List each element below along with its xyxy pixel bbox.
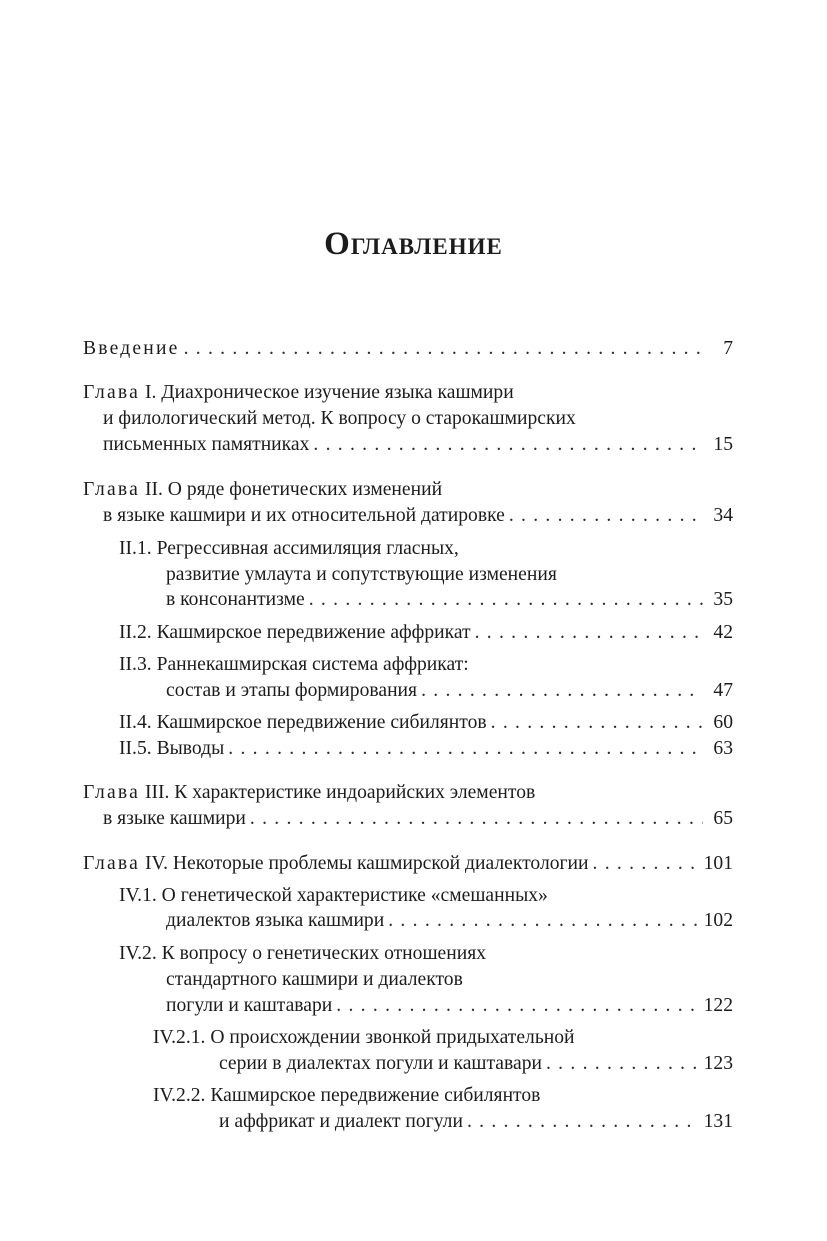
toc-chapter-1-line-3[interactable] <box>103 432 733 458</box>
toc-entry-label: К вопросу о генетических отношениях <box>161 943 487 964</box>
toc-section-2-2[interactable] <box>119 620 733 646</box>
toc-section-4-2-line-3[interactable] <box>166 993 733 1019</box>
dot-leader <box>309 587 703 613</box>
toc-entry-label: в языке кашмири <box>103 808 246 829</box>
toc-entry-label: II. О ряде фонетических изменений <box>144 479 443 500</box>
section-number: IV.1. <box>119 885 157 906</box>
toc-chapter-1-line-2 <box>103 406 733 432</box>
toc-section-2-3-line-2[interactable] <box>166 678 733 704</box>
dot-leader <box>475 620 703 646</box>
toc-entry-label: серии в диалектах погули и каштавари <box>219 1053 542 1074</box>
chapter-word: Глава <box>83 479 141 500</box>
toc-entry-label: I. Диахроническое изучение языка кашмири <box>144 382 514 403</box>
toc-chapter-2-line-2[interactable] <box>103 503 733 529</box>
page-number: 101 <box>703 853 733 874</box>
dot-leader <box>593 851 698 877</box>
toc-entry-label: О генетической характеристике «смешанных» <box>161 885 548 906</box>
page-title: Оглавление <box>324 226 503 262</box>
toc-section-2-4[interactable] <box>119 710 733 736</box>
dot-leader <box>184 336 703 362</box>
page-number: 63 <box>713 738 733 759</box>
toc-subsection-4-2-2-line-1[interactable] <box>153 1083 733 1109</box>
toc-entry-label: состав и этапы формирования <box>166 680 418 701</box>
toc-subsection-4-2-2-line-2[interactable] <box>219 1109 733 1135</box>
dot-leader <box>546 1051 698 1077</box>
dot-leader <box>388 908 697 934</box>
section-number: II.4. <box>119 712 152 733</box>
toc-section-4-2-line-1[interactable] <box>119 941 733 967</box>
toc-chapter-3-line-1[interactable] <box>83 780 733 806</box>
toc-entry-label: IV. Некоторые проблемы кашмирской диалектологии <box>144 853 589 874</box>
toc-entry-label: диалектов языка кашмири <box>166 910 385 931</box>
toc-subsection-4-2-1-line-1[interactable] <box>153 1025 733 1051</box>
page-number: 7 <box>723 338 733 359</box>
section-number: II.3. <box>119 654 152 675</box>
toc-section-2-1-line-1[interactable] <box>119 536 733 562</box>
toc-chapter-3-line-2[interactable] <box>103 806 733 832</box>
toc-subsection-4-2-1-line-2[interactable] <box>219 1051 733 1077</box>
toc-section-4-2-line-2 <box>166 967 733 993</box>
toc-section-4-1-line-2[interactable] <box>166 908 733 934</box>
toc-chapter-4[interactable] <box>83 851 733 877</box>
page-number: 15 <box>713 434 733 455</box>
toc-entry-label: Введение <box>83 338 180 359</box>
toc-chapter-1-line-1[interactable] <box>83 380 733 406</box>
toc-entry-label: Кашмирское передвижение сибилянтов <box>156 712 487 733</box>
toc-section-2-1-line-3[interactable] <box>166 587 733 613</box>
page-number: 42 <box>713 622 733 643</box>
chapter-word: Глава <box>83 382 141 403</box>
toc-entry-label: погули и каштавари <box>166 995 333 1016</box>
page-number: 47 <box>713 680 733 701</box>
dot-leader <box>509 503 703 529</box>
page-number: 34 <box>713 505 733 526</box>
dot-leader <box>313 432 703 458</box>
dot-leader <box>421 678 703 704</box>
section-number: IV.2. <box>119 943 157 964</box>
dot-leader <box>250 806 703 832</box>
toc-entry-label: Раннекашмирская система аффрикат: <box>156 654 469 675</box>
toc-entry-label: и филологический метод. К вопросу о старокашмирских <box>103 408 576 429</box>
toc-entry-intro[interactable] <box>83 336 733 362</box>
page-number: 35 <box>713 589 733 610</box>
dot-leader <box>228 736 703 762</box>
toc-entry-label: стандартного кашмири и диалектов <box>166 969 463 990</box>
toc-section-4-1-line-1[interactable] <box>119 883 733 909</box>
section-number: II.2. <box>119 622 152 643</box>
toc-entry-label: развитие умлаута и сопутствующие изменения <box>166 564 557 585</box>
toc-entry-label: в консонантизме <box>166 589 305 610</box>
toc-entry-label: Кашмирское передвижение аффрикат <box>156 622 471 643</box>
page-number: 60 <box>713 712 733 733</box>
toc-entry-label: О происхождении звонкой придыхательной <box>210 1027 575 1048</box>
page-number: 102 <box>703 910 733 931</box>
toc-entry-label: и аффрикат и диалект погули <box>219 1111 463 1132</box>
toc-entry-label: Регрессивная ассимиляция гласных, <box>156 538 459 559</box>
section-number: II.5. <box>119 738 152 759</box>
page-number: 131 <box>703 1111 733 1132</box>
toc-entry-label: Выводы <box>156 738 225 759</box>
section-number: II.1. <box>119 538 152 559</box>
page-number: 123 <box>703 1053 733 1074</box>
chapter-word: Глава <box>83 782 141 803</box>
toc-section-2-5[interactable] <box>119 736 733 762</box>
toc-entry-label: Кашмирское передвижение сибилянтов <box>210 1085 541 1106</box>
page-number: 65 <box>713 808 733 829</box>
dot-leader <box>336 993 697 1019</box>
section-number: IV.2.1. <box>153 1027 206 1048</box>
dot-leader <box>467 1109 698 1135</box>
page-number: 122 <box>703 995 733 1016</box>
toc-chapter-2-line-1[interactable] <box>83 477 733 503</box>
toc-entry-label: в языке кашмири и их относительной датировке <box>103 505 505 526</box>
section-number: IV.2.2. <box>153 1085 206 1106</box>
toc-entry-label: III. К характеристике индоарийских элементов <box>144 782 536 803</box>
toc-section-2-3-line-1[interactable] <box>119 652 733 678</box>
chapter-word: Глава <box>83 853 141 874</box>
toc-entry-label: письменных памятниках <box>103 434 310 455</box>
toc-section-2-1-line-2 <box>166 562 733 588</box>
dot-leader <box>491 710 703 736</box>
